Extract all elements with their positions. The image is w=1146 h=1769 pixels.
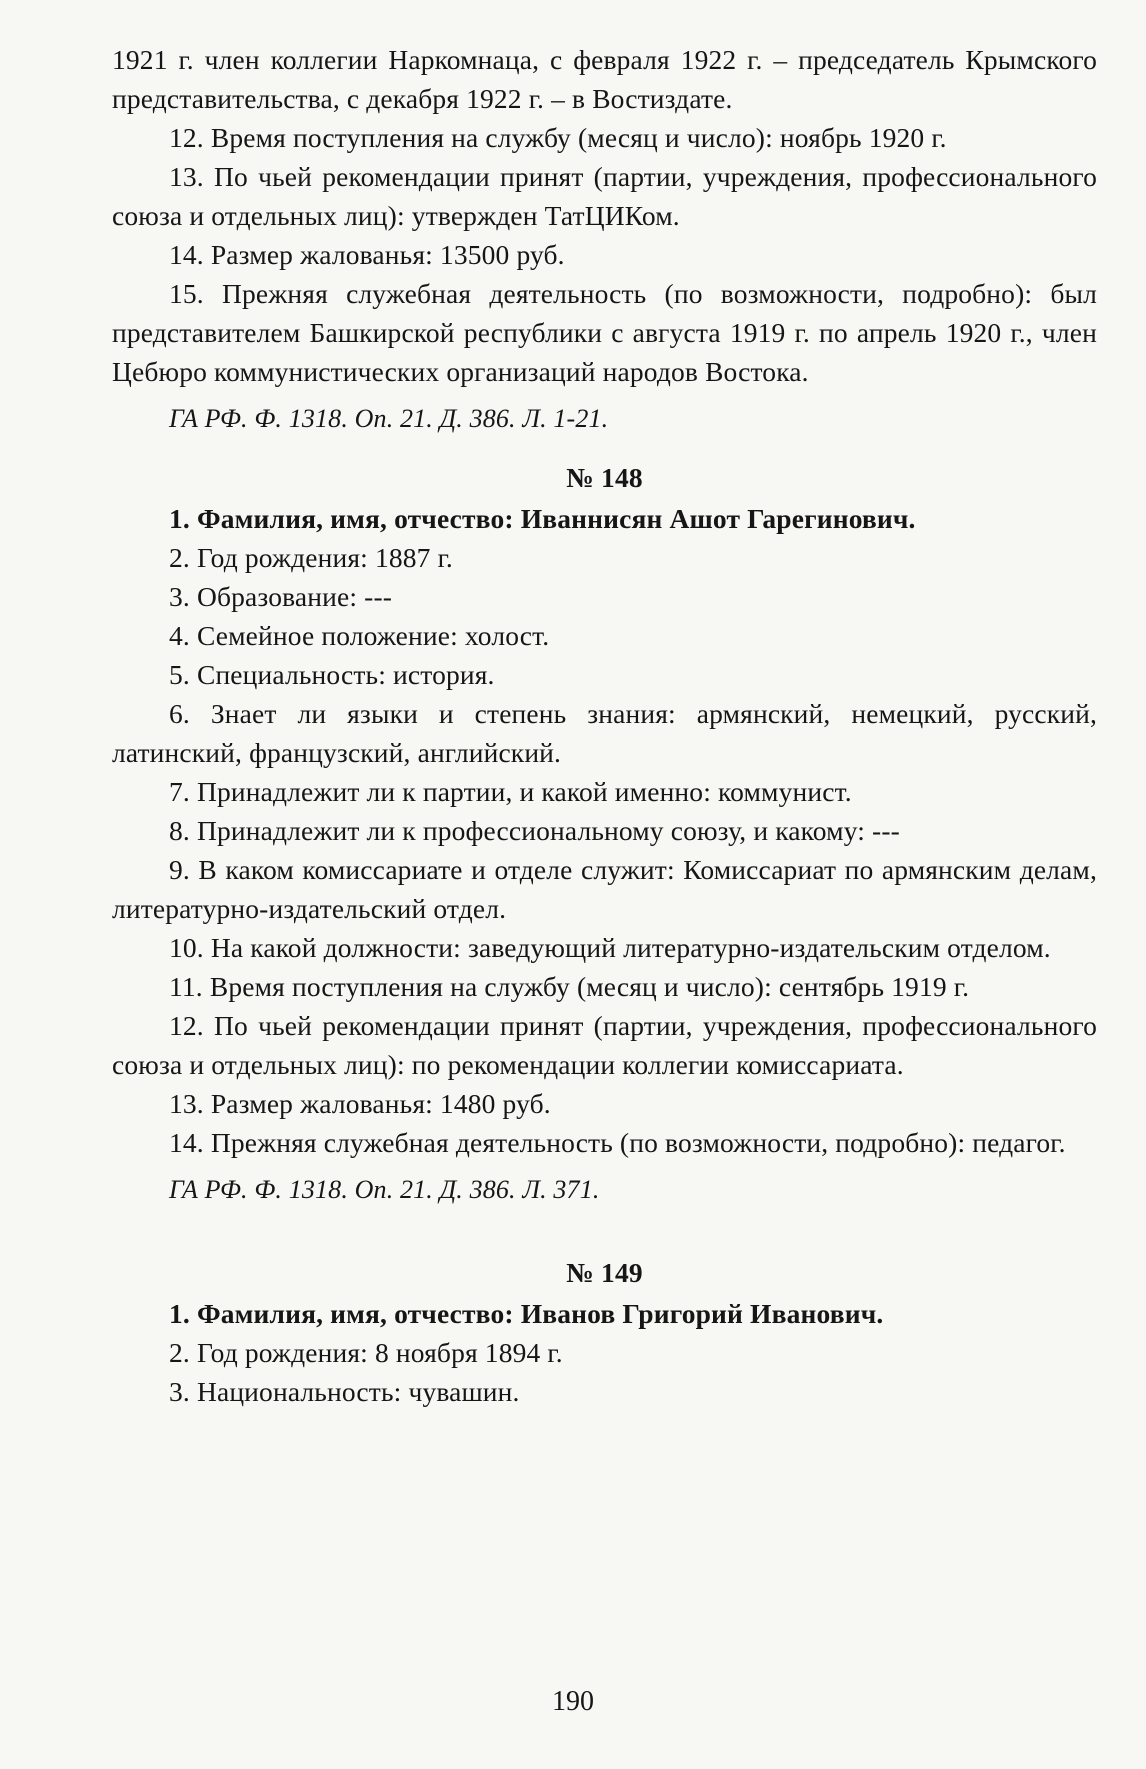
entry-148-item-3: 3. Образование: --- [169, 581, 393, 612]
entry-148-item-4: 4. Семейное положение: холост. [169, 620, 550, 651]
entry-148-item-12: 12. По чьей рекомендации принят (партии, учреждения, профессионального союза и отдельных лиц): по рекомендации коллегии комиссариата. [112, 1010, 1097, 1080]
entry-148-item-9: 9. В каком комиссариате и отделе служит: Комиссариат по армянским делам, литературно-издательский отдел. [112, 854, 1097, 924]
entry-148-heading: № 148 [566, 462, 643, 493]
entry-148-item-2: 2. Год рождения: 1887 г. [169, 542, 453, 573]
entry-148-item-5: 5. Специальность: история. [169, 659, 495, 690]
prev-entry-item-12: 12. Время поступления на службу (месяц и число): ноябрь 1920 г. [169, 122, 947, 153]
entry-148-item-6: 6. Знает ли языки и степень знания: армянский, немецкий, русский, латинский, французский, английский. [112, 698, 1097, 768]
page-body [112, 40, 1097, 1411]
entry-148-item-7: 7. Принадлежит ли к партии, и какой именно: коммунист. [169, 776, 852, 807]
entry-148-item-13: 13. Размер жалованья: 1480 руб. [169, 1088, 551, 1119]
entry-148-item-14: 14. Прежняя служебная деятельность (по возможности, подробно): педагог. [169, 1127, 1066, 1158]
entry-149-item-1: 1. Фамилия, имя, отчество: Иванов Григорий Иванович. [169, 1298, 884, 1329]
archive-source-2: ГА РФ. Ф. 1318. Оп. 21. Д. 386. Л. 371. [169, 1175, 600, 1204]
entry-148-item-10: 10. На какой должности: заведующий литературно-издательским отделом. [169, 932, 1051, 963]
prev-entry-item-15: 15. Прежняя служебная деятельность (по возможности, подробно): был представителем Башкирской республики с августа 1919 г. по апрель 1920 г., член Цебюро коммунистических организаций народов Востока. [112, 278, 1097, 387]
archive-source-1: ГА РФ. Ф. 1318. Оп. 21. Д. 386. Л. 1-21. [169, 404, 609, 433]
entry-149-item-3: 3. Национальность: чувашин. [169, 1376, 520, 1407]
page-number: 190 [552, 1686, 594, 1717]
entry-149-heading: № 149 [566, 1257, 643, 1288]
entry-148-item-8: 8. Принадлежит ли к профессиональному союзу, и какому: --- [169, 815, 900, 846]
continuation-text: 1921 г. член коллегии Наркомнаца, с февраля 1922 г. – председатель Крымского представительства, с декабря 1922 г. – в Востиздате. [112, 44, 1097, 114]
prev-entry-item-13: 13. По чьей рекомендации принят (партии, учреждения, профессионального союза и отдельных лиц): утвержден ТатЦИКом. [112, 161, 1097, 231]
entry-149-item-2: 2. Год рождения: 8 ноября 1894 г. [169, 1337, 563, 1368]
prev-entry-item-14: 14. Размер жалованья: 13500 руб. [169, 239, 565, 270]
entry-148-item-1: 1. Фамилия, имя, отчество: Иваннисян Ашот Гарегинович. [169, 503, 916, 534]
entry-148-item-11: 11. Время поступления на службу (месяц и число): сентябрь 1919 г. [169, 971, 970, 1002]
